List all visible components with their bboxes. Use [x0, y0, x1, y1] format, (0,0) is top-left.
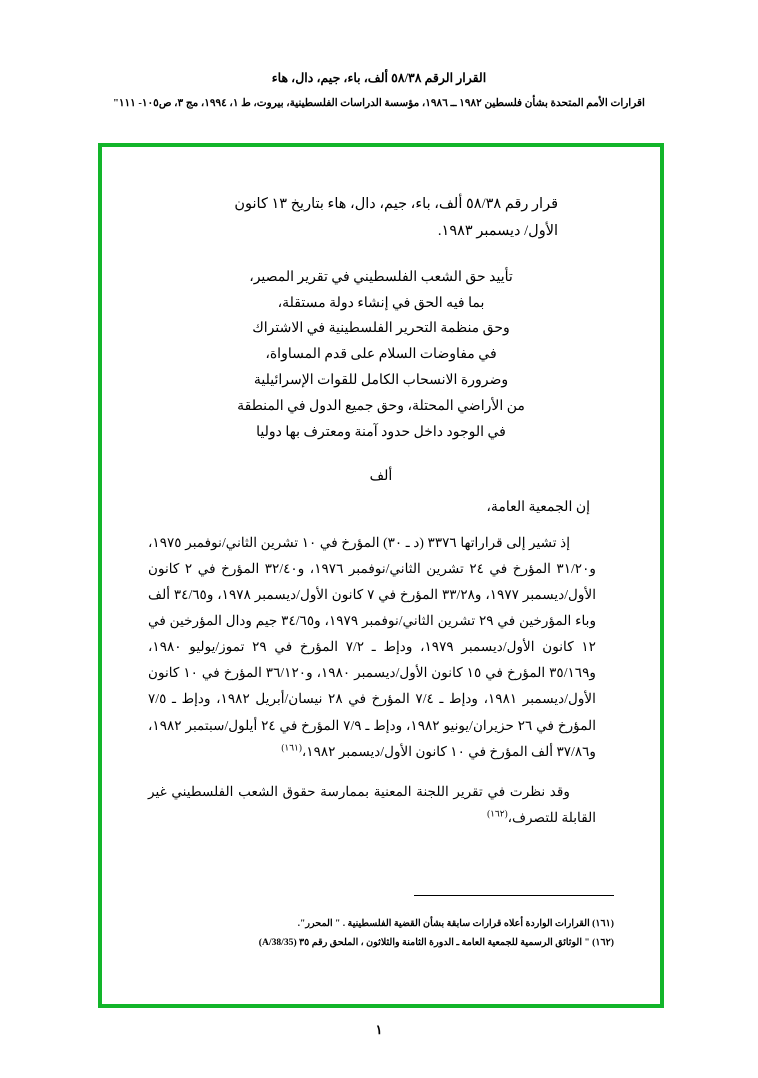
preamble-paragraph-1-text: إذ تشير إلى قراراتها ٣٣٧٦ (د ـ ٣٠) المؤرخ في ١٠ تشرين الثاني/نوفمبر ١٩٧٥، و٣١/٢٠ المؤرخ في ٢٤ تشرين الثاني/نوفمبر ١٩٧٦، و٣٢/٤٠ المؤرخ في ٢ كانون الأول/ديسمبر ١٩٧٧، و٣٣/٢٨ المؤرخ في ٧ كانون الأول/ديسمبر ١٩٧٨، و٣٤/٦٥ ألف وباء المؤرخين في ٢٩ تشرين الثاني/نوفمبر ١٩٧٩، و٣٤/٦٥ جيم ودال المؤرخين في ١٢ كانون الأول/ديسمبر ١٩٧٩، ودإط ـ ٧/٢ المؤرخ في ٢٩ تموز/يوليو ١٩٨٠، و٣٥/١٦٩ المؤرخ في ١٥ كانون الأول/ديسمبر ١٩٨٠، و٣٦/١٢٠ المؤرخ في ١٠ كانون الأول/ديسمبر ١٩٨١، ودإط ـ ٧/٤ المؤرخ في ٢٨ نيسان/أبريل ١٩٨٢، ودإط ـ ٧/٥ المؤرخ في ٢٦ حزيران/يونيو ١٩٨٢، ودإط ـ ٧/٩ المؤرخ في ٢٤ أيلول/سبتمبر ١٩٨٢، و٣٧/٨٦ ألف المؤرخ في ١٠ كانون الأول/ديسمبر ١٩٨٢،	[148, 534, 597, 759]
document-source-citation: اقرارات الأمم المتحدة بشأن فلسطين ١٩٨٢ ــ ١٩٨٦، مؤسسة الدراسات الفلسطينية، بيروت، ط ١، ١٩٩٤، مج ٣، ص١٠٥- ١١١"	[113, 97, 645, 109]
resolution-heading-line-2: الأول/ ديسمبر ١٩٨٣.	[437, 222, 558, 239]
footnote-separator-rule	[414, 895, 614, 896]
footnote-161: (١٦١) القرارات الواردة أعلاه قرارات سابقة بشأن القضية الفلسطينية . " المحرر".	[297, 917, 614, 929]
section-letter: ألف	[369, 468, 393, 484]
preamble-paragraph-2	[148, 779, 614, 831]
preamble-paragraph-1	[148, 530, 614, 765]
resolution-title-line-6: من الأراضي المحتلة، وحق جميع الدول في المنطقة	[237, 399, 525, 415]
footnote-162: (١٦٢) " الوثائق الرسمية للجمعية العامة ـ الدورة الثامنة والثلاثون ، الملحق رقم ٣٥ (A/38/35)	[258, 936, 614, 948]
page-header	[0, 70, 758, 111]
green-bordered-frame	[98, 143, 664, 1008]
resolution-title-line-4: في مفاوضات السلام على قدم المساواة،	[265, 347, 497, 363]
footnote-ref-161: (١٦١)	[281, 742, 302, 753]
frame-content	[102, 147, 660, 1004]
footnotes-block	[148, 914, 614, 952]
resolution-heading-line-1: قرار رقم ٥٨/٣٨ ألف، باء، جيم، دال، هاء بتاريخ ١٣ كانون	[234, 196, 558, 212]
resolution-title-line-2: بما فيه الحق في إنشاء دولة مستقلة،	[277, 295, 485, 311]
page-number: ١	[375, 1022, 383, 1037]
footnote-ref-162: (١٦٢)	[487, 808, 508, 819]
resolution-title	[148, 265, 614, 446]
resolution-title-line-5: وضرورة الانسحاب الكامل للقوات الإسرائيلية	[253, 373, 509, 389]
resolution-title-line-3: وحق منظمة التحرير الفلسطينية في الاشتراك	[252, 321, 510, 337]
assembly-opening-phrase: إن الجمعية العامة،	[486, 499, 590, 515]
resolution-title-line-7: في الوجود داخل حدود آمنة ومعترف بها دوليا	[256, 424, 506, 440]
document-title: القرار الرقم ٥٨/٣٨ ألف، باء، جيم، دال، هاء	[271, 71, 487, 85]
preamble-paragraph-2-text: وقد نظرت في تقرير اللجنة المعنية بممارسة حقوق الشعب الفلسطيني غير القابلة للتصرف،	[148, 783, 596, 825]
resolution-heading	[148, 191, 614, 245]
resolution-title-line-1: تأييد حق الشعب الفلسطيني في تقرير المصير،	[249, 269, 513, 285]
